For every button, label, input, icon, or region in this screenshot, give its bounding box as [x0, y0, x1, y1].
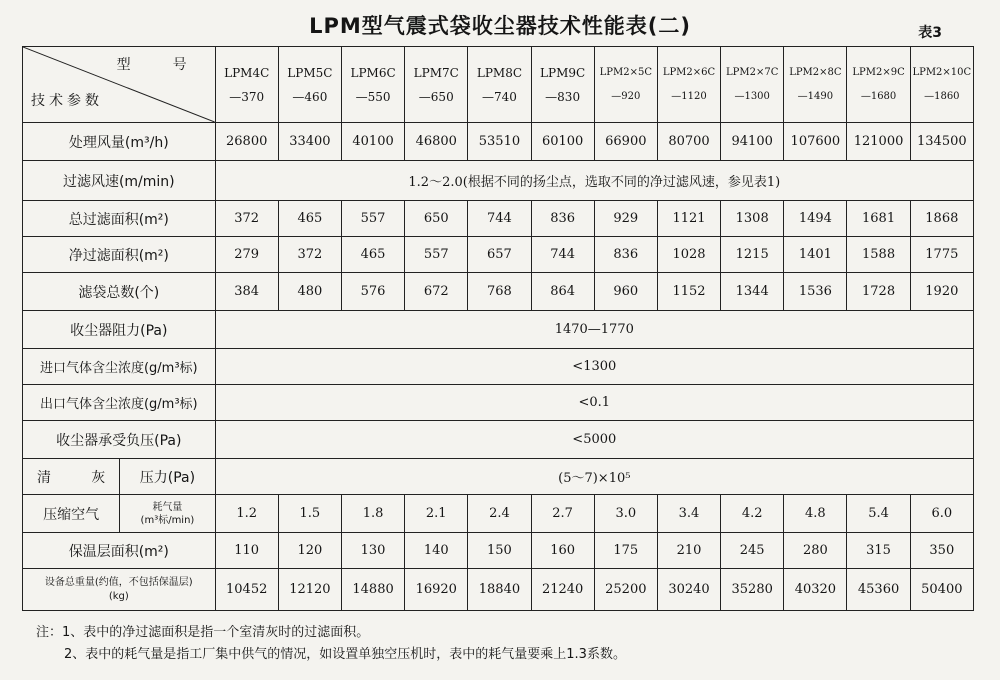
- cell: 21240: [531, 569, 594, 611]
- cell: 372: [215, 201, 278, 237]
- cell: 557: [341, 201, 404, 237]
- performance-table: [22, 46, 974, 611]
- row-label: 净过滤面积(m²): [23, 237, 216, 273]
- header-diagonal-cell: [23, 47, 216, 123]
- cell: 50400: [910, 569, 973, 611]
- cell: 1308: [721, 201, 784, 237]
- cell: 1681: [847, 201, 910, 237]
- row-label: 收尘器阻力(Pa): [23, 311, 216, 349]
- model-cell: LPM5C —460: [278, 47, 341, 123]
- cell: 480: [278, 273, 341, 311]
- model-cell: LPM7C —650: [405, 47, 468, 123]
- cell: 30240: [657, 569, 720, 611]
- cell: 134500: [910, 123, 973, 161]
- clean-group-top: 清 灰: [23, 459, 120, 495]
- merged-value: <1300: [215, 349, 973, 385]
- cell: 657: [468, 237, 531, 273]
- row-label: 收尘器承受负压(Pa): [23, 421, 216, 459]
- cell: 1.8: [341, 495, 404, 533]
- cell: 2.7: [531, 495, 594, 533]
- cell: 279: [215, 237, 278, 273]
- row-label: 处理风量(m³/h): [23, 123, 216, 161]
- model-cell: LPM2×9C —1680: [847, 47, 910, 123]
- table-row: [23, 161, 974, 201]
- cell: 4.8: [784, 495, 847, 533]
- cell: 557: [405, 237, 468, 273]
- cell: 40100: [341, 123, 404, 161]
- cell: 3.0: [594, 495, 657, 533]
- consumption-label: 耗气量 (m³标/min): [120, 495, 215, 533]
- cell: 864: [531, 273, 594, 311]
- row-label: 滤袋总数(个): [23, 273, 216, 311]
- merged-value: 1.2～2.0(根据不同的扬尘点，选取不同的净过滤风速，参见表1): [215, 161, 973, 201]
- cell: 94100: [721, 123, 784, 161]
- cell: 12120: [278, 569, 341, 611]
- footnotes: [36, 622, 626, 666]
- cell: 929: [594, 201, 657, 237]
- cell: 245: [721, 533, 784, 569]
- cell: 130: [341, 533, 404, 569]
- model-cell: LPM2×8C —1490: [784, 47, 847, 123]
- cell: 1536: [784, 273, 847, 311]
- model-header-label: 型 号: [116, 57, 201, 73]
- cell: 280: [784, 533, 847, 569]
- table-row: [23, 533, 974, 569]
- model-cell: LPM2×7C —1300: [721, 47, 784, 123]
- cell: 150: [468, 533, 531, 569]
- cell: 40320: [784, 569, 847, 611]
- cell: 107600: [784, 123, 847, 161]
- cell: 1588: [847, 237, 910, 273]
- cell: 60100: [531, 123, 594, 161]
- cell: 350: [910, 533, 973, 569]
- cell: 121000: [847, 123, 910, 161]
- cell: 53510: [468, 123, 531, 161]
- merged-value: <5000: [215, 421, 973, 459]
- table-row: [23, 569, 974, 611]
- table-row: [23, 495, 974, 533]
- model-cell: LPM9C —830: [531, 47, 594, 123]
- cell: 18840: [468, 569, 531, 611]
- merged-value: <0.1: [215, 385, 973, 421]
- merged-value: (5～7)×10⁵: [215, 459, 973, 495]
- table-row: [23, 237, 974, 273]
- model-cell: LPM4C —370: [215, 47, 278, 123]
- cell: 26800: [215, 123, 278, 161]
- cell: 1.2: [215, 495, 278, 533]
- footnote-1: 注：1、表中的净过滤面积是指一个室清灰时的过滤面积。: [36, 625, 370, 640]
- cell: 672: [405, 273, 468, 311]
- table-row: [23, 273, 974, 311]
- cell: 46800: [405, 123, 468, 161]
- cell: 465: [278, 201, 341, 237]
- row-label: 设备总重量(约值，不包括保温层) (kg): [23, 569, 216, 611]
- cell: 35280: [721, 569, 784, 611]
- table-row: [23, 421, 974, 459]
- cell: 175: [594, 533, 657, 569]
- cell: 33400: [278, 123, 341, 161]
- cell: 2.4: [468, 495, 531, 533]
- cell: 836: [531, 201, 594, 237]
- cell: 120: [278, 533, 341, 569]
- cell: 1215: [721, 237, 784, 273]
- cell: 110: [215, 533, 278, 569]
- cell: 1152: [657, 273, 720, 311]
- params-header-label: 技术参数: [31, 93, 103, 109]
- model-cell: LPM2×5C —920: [594, 47, 657, 123]
- cell: 1.5: [278, 495, 341, 533]
- cell: 45360: [847, 569, 910, 611]
- cell: 1775: [910, 237, 973, 273]
- cell: 650: [405, 201, 468, 237]
- header-row: [23, 47, 974, 123]
- cell: 160: [531, 533, 594, 569]
- cell: 576: [341, 273, 404, 311]
- table-row: [23, 459, 974, 495]
- cell: 1728: [847, 273, 910, 311]
- model-cell: LPM8C —740: [468, 47, 531, 123]
- cell: 1868: [910, 201, 973, 237]
- model-cell: LPM2×6C —1120: [657, 47, 720, 123]
- row-label: 总过滤面积(m²): [23, 201, 216, 237]
- table-row: [23, 311, 974, 349]
- row-label: 出口气体含尘浓度(g/m³标): [23, 385, 216, 421]
- cell: 768: [468, 273, 531, 311]
- model-cell: LPM6C —550: [341, 47, 404, 123]
- cell: 1344: [721, 273, 784, 311]
- cell: 80700: [657, 123, 720, 161]
- cell: 25200: [594, 569, 657, 611]
- cell: 66900: [594, 123, 657, 161]
- cell: 210: [657, 533, 720, 569]
- cell: 4.2: [721, 495, 784, 533]
- cell: 372: [278, 237, 341, 273]
- cell: 16920: [405, 569, 468, 611]
- cell: 3.4: [657, 495, 720, 533]
- cell: 140: [405, 533, 468, 569]
- table-row: [23, 123, 974, 161]
- clean-group-bottom: 压缩空气: [23, 495, 120, 533]
- cell: 836: [594, 237, 657, 273]
- page-title: LPM型气震式袋收尘器技术性能表(二): [309, 14, 691, 38]
- cell: 1494: [784, 201, 847, 237]
- cell: 2.1: [405, 495, 468, 533]
- cell: 6.0: [910, 495, 973, 533]
- cell: 315: [847, 533, 910, 569]
- table-row: [23, 349, 974, 385]
- cell: 960: [594, 273, 657, 311]
- table-row: [23, 385, 974, 421]
- cell: 1401: [784, 237, 847, 273]
- row-label: 进口气体含尘浓度(g/m³标): [23, 349, 216, 385]
- footnote-2: 2、表中的耗气量是指工厂集中供气的情况，如设置单独空压机时，表中的耗气量要乘上1.3系数。: [64, 647, 626, 662]
- cell: 1920: [910, 273, 973, 311]
- row-label: 保温层面积(m²): [23, 533, 216, 569]
- model-cell: LPM2×10C —1860: [910, 47, 973, 123]
- row-label: 过滤风速(m/min): [23, 161, 216, 201]
- cell: 465: [341, 237, 404, 273]
- table-number: 表3: [918, 25, 942, 41]
- merged-value: 1470—1770: [215, 311, 973, 349]
- table-row: [23, 201, 974, 237]
- cell: 14880: [341, 569, 404, 611]
- cell: 744: [531, 237, 594, 273]
- pressure-label: 压力(Pa): [120, 459, 215, 495]
- cell: 1121: [657, 201, 720, 237]
- cell: 1028: [657, 237, 720, 273]
- cell: 5.4: [847, 495, 910, 533]
- cell: 384: [215, 273, 278, 311]
- cell: 744: [468, 201, 531, 237]
- cell: 10452: [215, 569, 278, 611]
